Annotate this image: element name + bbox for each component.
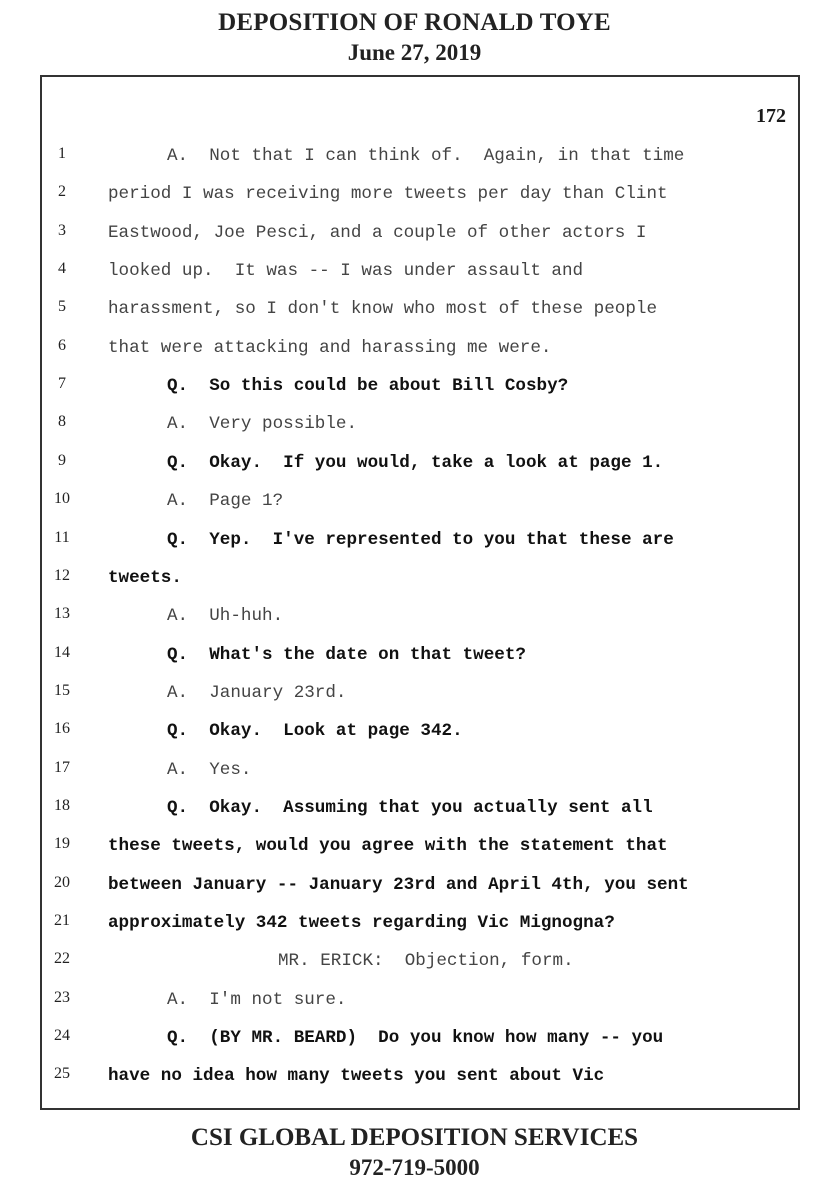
transcript-line	[42, 294, 798, 324]
transcript-line	[42, 1061, 798, 1091]
line-text: Q. Okay. If you would, take a look at page 1.	[167, 452, 664, 473]
line-text: Eastwood, Joe Pesci, and a couple of other actors I	[108, 222, 647, 243]
line-number: 7	[58, 375, 66, 393]
line-text: Q. (BY MR. BEARD) Do you know how many -- you	[167, 1028, 664, 1049]
line-text: Q. Yep. I've represented to you that these are	[167, 529, 674, 550]
transcript-line	[42, 409, 798, 439]
transcript-page	[40, 75, 800, 1110]
line-number: 10	[54, 490, 70, 508]
line-number: 16	[54, 720, 70, 738]
transcript-line	[42, 141, 798, 171]
transcript-line	[42, 946, 798, 976]
transcript-line	[42, 678, 798, 708]
transcript-line	[42, 371, 798, 401]
line-number: 17	[54, 758, 70, 776]
line-number: 22	[54, 950, 70, 968]
line-number: 21	[54, 912, 70, 929]
transcript-line	[42, 755, 798, 785]
line-number: 15	[54, 681, 70, 699]
line-text: A. January 23rd.	[167, 682, 347, 703]
line-number: 23	[54, 988, 70, 1006]
line-text: A. Yes.	[167, 759, 252, 780]
line-text: have no idea how many tweets you sent about Vic	[108, 1066, 605, 1087]
transcript-line	[42, 179, 798, 209]
line-number: 4	[58, 260, 66, 278]
line-text: Q. So this could be about Bill Cosby?	[167, 376, 569, 397]
transcript-line	[42, 716, 798, 746]
transcript-line	[42, 793, 798, 823]
line-text: tweets.	[108, 567, 182, 588]
transcript-line	[42, 1023, 798, 1053]
line-number: 9	[58, 451, 66, 469]
line-text: Q. Okay. Assuming that you actually sent all	[167, 797, 653, 818]
transcript-line	[42, 486, 798, 516]
line-number: 2	[58, 183, 66, 201]
transcript-line	[42, 256, 798, 286]
line-number: 8	[58, 413, 66, 431]
line-number: 25	[54, 1065, 70, 1083]
line-number: 19	[54, 835, 70, 853]
line-text: A. Page 1?	[167, 491, 284, 512]
line-number: 24	[54, 1027, 70, 1045]
line-text: that were attacking and harassing me were.	[108, 337, 552, 358]
line-text: period I was receiving more tweets per day than Clint	[108, 184, 668, 205]
transcript-line	[42, 870, 798, 900]
line-text: A. Uh-huh.	[167, 606, 284, 627]
transcript-line	[42, 985, 798, 1015]
line-number: 13	[54, 605, 70, 623]
footer-company: CSI GLOBAL DEPOSITION SERVICES	[190, 1124, 639, 1151]
transcript-line	[42, 333, 798, 363]
line-text: MR. ERICK: Objection, form.	[278, 951, 574, 972]
transcript-line	[42, 831, 798, 861]
line-text: looked up. It was -- I was under assault and	[108, 261, 584, 282]
line-number: 12	[54, 566, 70, 584]
line-text: Q. Okay. Look at page 342.	[167, 721, 463, 742]
transcript-line	[42, 563, 798, 593]
transcript-line	[42, 525, 798, 555]
page-number: 172	[756, 105, 786, 127]
line-text: approximately 342 tweets regarding Vic Mignogna?	[108, 913, 615, 933]
deposition-title: DEPOSITION OF RONALD TOYE	[218, 9, 611, 36]
line-text: A. I'm not sure.	[167, 989, 347, 1010]
transcript-line	[42, 640, 798, 670]
line-text: these tweets, would you agree with the statement that	[108, 836, 668, 857]
line-number: 20	[54, 873, 70, 891]
line-number: 6	[58, 336, 66, 354]
line-text: A. Very possible.	[167, 414, 358, 435]
transcript-line	[42, 218, 798, 248]
transcript-line	[42, 908, 798, 938]
line-text: harassment, so I don't know who most of these people	[108, 299, 658, 320]
footer-phone: 972-719-5000	[349, 1155, 480, 1180]
line-number: 14	[54, 643, 70, 661]
line-text: A. Not that I can think of. Again, in that time	[167, 146, 685, 166]
line-number: 3	[58, 221, 66, 239]
line-text: Q. What's the date on that tweet?	[167, 644, 526, 665]
line-number: 18	[54, 796, 70, 814]
line-number: 11	[54, 528, 70, 546]
line-text: between January -- January 23rd and April 4th, you sent	[108, 874, 689, 895]
transcript-line	[42, 448, 798, 478]
transcript-line	[42, 601, 798, 631]
deposition-date: June 27, 2019	[347, 40, 482, 65]
line-number: 5	[58, 298, 66, 316]
line-number: 1	[58, 145, 66, 162]
